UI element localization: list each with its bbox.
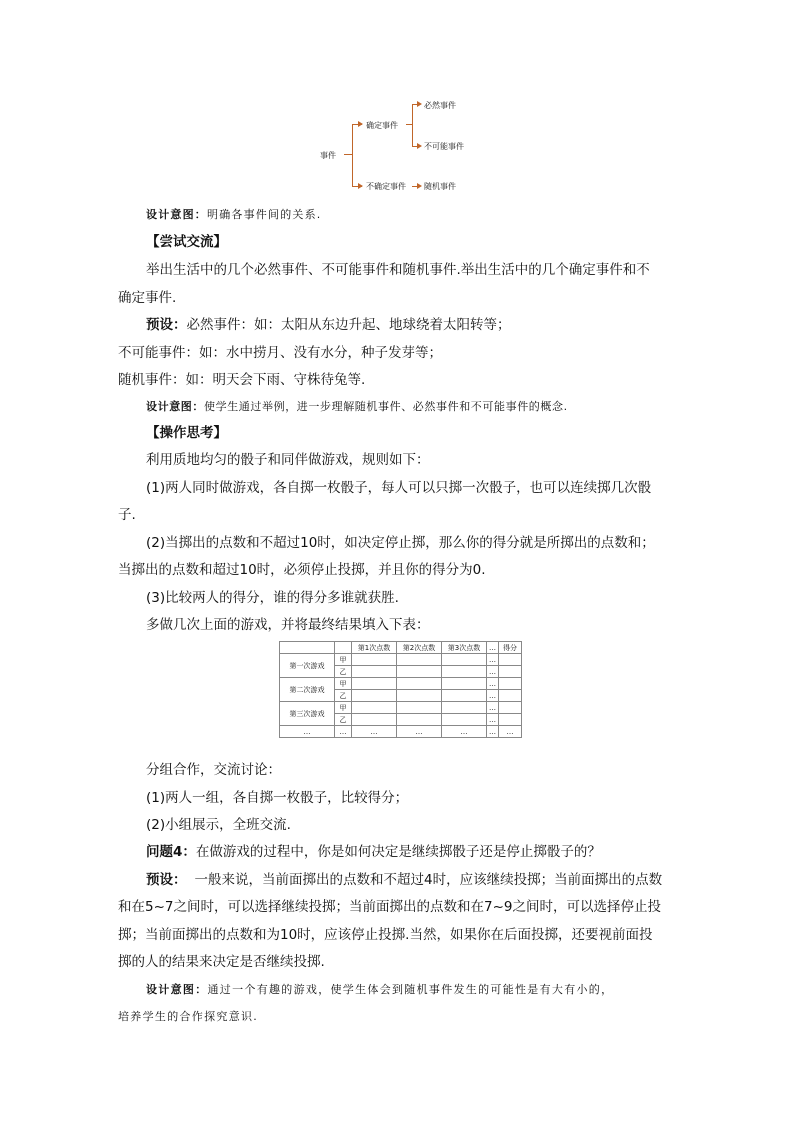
design-intent-2 <box>146 398 568 416</box>
preset-label: 预设： <box>146 317 187 333</box>
preset-line: 掷；当前面掷出的点数和为10时，应该停止投掷.当然，如果你在后面投掷，还要视前面投 <box>118 927 653 943</box>
ellipsis-cell: … <box>499 726 522 738</box>
preset-line: 不可能事件：如：水中捞月、没有水分，种子发芽等； <box>118 345 442 361</box>
round-label-cell: 第一次游戏 <box>280 654 335 678</box>
table-row <box>280 654 522 666</box>
player-cell: 甲 <box>335 678 352 690</box>
table-row <box>280 726 522 738</box>
rule-line: (1)两人同时做游戏，各自掷一枚骰子，每人可以只掷一次骰子，也可以连续掷几次骰 <box>146 480 652 496</box>
paragraph-line: 举出生活中的几个必然事件、不可能事件和随机事件.举出生活中的几个确定事件和不 <box>146 262 650 278</box>
ellipsis-cell: … <box>280 726 335 738</box>
preset-line: 和在5~7之间时，可以选择继续投掷；当前面掷出的点数和在7~9之间时，可以选择停止投 <box>118 899 661 915</box>
preset-line: 掷的人的结果来决定是否继续投掷. <box>118 954 325 970</box>
question-4 <box>146 843 601 861</box>
table-header-cell: … <box>487 642 499 654</box>
paragraph-line: 利用质地均匀的骰子和同伴做游戏，规则如下： <box>146 452 430 468</box>
table-header-cell: 第3次点数 <box>442 642 487 654</box>
diagram-connector <box>412 104 413 146</box>
diagram-uncertain-event: 不确定事件 <box>366 182 406 191</box>
event-classification-diagram <box>300 90 500 200</box>
ellipsis-cell: … <box>442 726 487 738</box>
ellipsis-cell: … <box>397 726 442 738</box>
diagram-root-event: 事件 <box>320 151 336 160</box>
section-heading-operate-think: 【操作思考】 <box>146 425 227 441</box>
table-header-cell: 第1次点数 <box>352 642 397 654</box>
rule-line: 子. <box>118 507 136 523</box>
paragraph-line: 分组合作，交流讨论： <box>146 762 281 778</box>
table-header-cell <box>280 642 335 654</box>
table-header-cell <box>335 642 352 654</box>
table-row <box>280 702 522 714</box>
diagram-connector <box>352 124 353 186</box>
diagram-inevitable-event: 必然事件 <box>424 101 456 110</box>
rule-line: (3)比较两人的得分，谁的得分多谁就获胜. <box>146 590 399 606</box>
preset-line <box>146 871 662 889</box>
ellipsis-cell: … <box>487 726 499 738</box>
round-label-cell: 第三次游戏 <box>280 702 335 726</box>
paragraph-line: (1)两人一组，各自掷一枚骰子，比较得分； <box>146 790 409 806</box>
paragraph-line: (2)小组展示，全班交流. <box>146 817 291 833</box>
player-cell: 乙 <box>335 666 352 678</box>
paragraph-line: 确定事件. <box>118 290 177 306</box>
preset-text: 一般来说，当前面掷出的点数和不超过4时，应该继续投掷；当前面掷出的点数 <box>194 872 663 888</box>
table-row <box>280 678 522 690</box>
diagram-certain-event: 确定事件 <box>366 121 398 130</box>
preset-text: 必然事件：如：太阳从东边升起、地球绕着太阳转等； <box>186 317 511 333</box>
ellipsis-cell: … <box>335 726 352 738</box>
ellipsis-cell: … <box>352 726 397 738</box>
diagram-connector <box>344 154 352 155</box>
design-intent-label: 设计意图： <box>146 208 207 221</box>
arrow-icon <box>358 183 363 189</box>
preset-line <box>146 316 511 334</box>
game-results-table <box>279 641 522 738</box>
ellipsis-cell: … <box>487 690 499 702</box>
design-intent-text: 通过一个有趣的游戏，使学生体会到随机事件发生的可能性是有大有小的， <box>207 983 614 996</box>
arrow-icon <box>358 121 363 127</box>
arrow-icon <box>417 101 422 107</box>
design-intent-label: 设计意图： <box>146 983 208 996</box>
player-cell: 乙 <box>335 714 352 726</box>
player-cell: 乙 <box>335 690 352 702</box>
arrow-icon <box>417 183 422 189</box>
design-intent-text: 明确各事件间的关系. <box>207 208 322 221</box>
section-heading-try-exchange: 【尝试交流】 <box>146 234 227 250</box>
ellipsis-cell: … <box>487 678 499 690</box>
table-header-cell: 第2次点数 <box>397 642 442 654</box>
preset-label: 预设： <box>146 872 187 888</box>
question-label: 问题4： <box>146 844 196 860</box>
design-intent-3-continued: 培养学生的合作探究意识. <box>118 1010 259 1023</box>
player-cell: 甲 <box>335 654 352 666</box>
design-intent-3 <box>146 981 613 999</box>
preset-line: 随机事件：如：明天会下雨、守株待兔等. <box>118 372 366 388</box>
paragraph-line: 多做几次上面的游戏，并将最终结果填入下表： <box>146 617 430 633</box>
ellipsis-cell: … <box>487 666 499 678</box>
arrow-icon <box>417 143 422 149</box>
ellipsis-cell: … <box>487 654 499 666</box>
diagram-random-event: 随机事件 <box>424 182 456 191</box>
diagram-impossible-event: 不可能事件 <box>424 142 464 151</box>
table-header-row <box>280 642 522 654</box>
table-header-cell: 得分 <box>499 642 522 654</box>
question-text: 在做游戏的过程中，你是如何决定是继续掷骰子还是停止掷骰子的？ <box>195 844 601 860</box>
ellipsis-cell: … <box>487 702 499 714</box>
design-intent-text: 使学生通过举例，进一步理解随机事件、必然事件和不可能事件的概念. <box>204 400 568 413</box>
rule-line: (2)当掷出的点数和不超过10时，如决定停止掷，那么你的得分就是所掷出的点数和； <box>146 535 655 551</box>
round-label-cell: 第二次游戏 <box>280 678 335 702</box>
ellipsis-cell: … <box>487 714 499 726</box>
design-intent-1 <box>146 206 322 224</box>
rule-line: 当掷出的点数和超过10时，必须停止投掷，并且你的得分为0. <box>118 562 486 578</box>
player-cell: 甲 <box>335 702 352 714</box>
design-intent-label: 设计意图： <box>146 400 204 413</box>
